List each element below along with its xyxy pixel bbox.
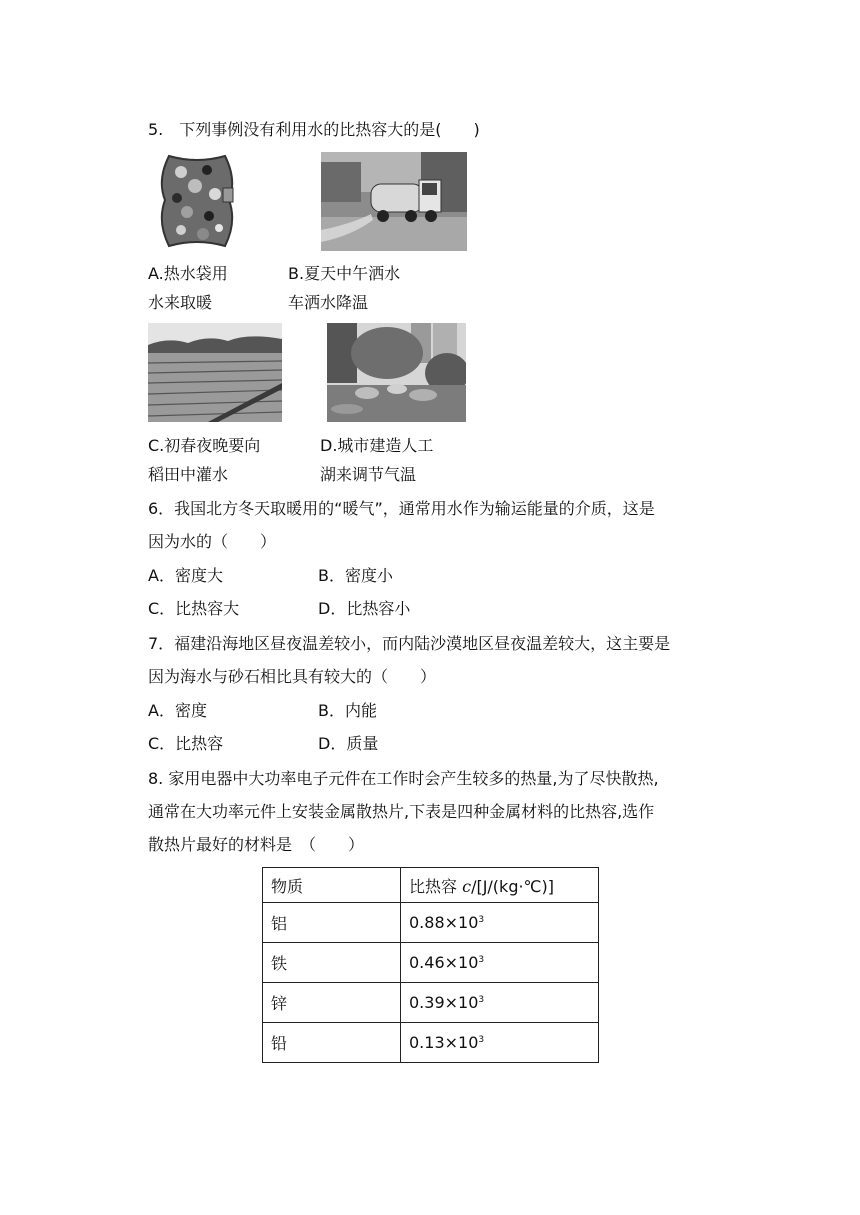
q8-stem-line3: 散热片最好的材料是 （ ） xyxy=(148,835,365,854)
q7-stem-line2: 因为海水与砂石相比具有较大的（ ） xyxy=(148,667,437,686)
q6-stem-line1: 6．我国北方冬天取暖用的“暖气”，通常用水作为输运能量的介质，这是 xyxy=(148,499,655,518)
q5-option-d-line2: 湖来调节气温 xyxy=(320,465,417,484)
q6-option-a: A．密度大 xyxy=(148,566,223,585)
q5-stem: 5. 下列事例没有利用水的比热容大的是( ) xyxy=(148,120,480,139)
table-cell-material: 锌 xyxy=(263,983,401,1023)
table-row xyxy=(263,983,599,1023)
table-header-row xyxy=(263,868,599,903)
q5-option-a-line1: A.热水袋用 xyxy=(148,264,228,283)
table-cell-value: $0.39\times 10^3$ xyxy=(401,983,599,1023)
table-cell-value: $0.13\times 10^3$ xyxy=(401,1023,599,1063)
sprinkler-truck-image xyxy=(321,152,467,251)
table-header-material: 物质 xyxy=(263,868,401,903)
q6-option-d: D．比热容小 xyxy=(318,599,411,618)
q7-option-a: A．密度 xyxy=(148,701,207,720)
table-cell-material: 铅 xyxy=(263,1023,401,1063)
q5-option-b-line1: B.夏天中午洒水 xyxy=(288,264,401,283)
table-row xyxy=(263,903,599,943)
q7-stem-line1: 7．福建沿海地区昼夜温差较小，而内陆沙漠地区昼夜温差较大，这主要是 xyxy=(148,634,671,653)
q6-option-c: C．比热容大 xyxy=(148,599,240,618)
specific-heat-symbol: c xyxy=(462,876,472,896)
specific-heat-table xyxy=(262,867,599,1063)
rice-paddy-image xyxy=(148,323,282,422)
q7-option-c: C．比热容 xyxy=(148,734,224,753)
q8-stem-line2: 通常在大功率元件上安装金属散热片,下表是四种金属材料的比热容,选作 xyxy=(148,802,655,821)
q5-option-b-line2: 车洒水降温 xyxy=(288,293,369,312)
hot-water-bag-image xyxy=(157,150,237,252)
q5-option-a-line2: 水来取暖 xyxy=(148,293,213,312)
table-row xyxy=(263,1023,599,1063)
table-cell-value: $0.46\times 10^3$ xyxy=(401,943,599,983)
q6-stem-line2: 因为水的（ ） xyxy=(148,532,277,551)
q8-stem-line1: 8. 家用电器中大功率电子元件在工作时会产生较多的热量,为了尽快散热, xyxy=(148,769,659,788)
q5-option-d-line1: D.城市建造人工 xyxy=(320,436,434,455)
q5-option-c-line1: C.初春夜晚要向 xyxy=(148,436,261,455)
table-cell-material: 铁 xyxy=(263,943,401,983)
table-cell-value: $0.88\times 10^3$ xyxy=(401,903,599,943)
q5-option-c-line2: 稻田中灌水 xyxy=(148,465,229,484)
q7-option-b: B．内能 xyxy=(318,701,377,720)
table-cell-material: 铝 xyxy=(263,903,401,943)
q7-option-d: D．质量 xyxy=(318,734,379,753)
table-header-specific-heat: 比热容 c/[J/(kg·℃)] xyxy=(401,868,599,903)
artificial-lake-image xyxy=(327,323,466,422)
table-row xyxy=(263,943,599,983)
q6-option-b: B．密度小 xyxy=(318,566,393,585)
